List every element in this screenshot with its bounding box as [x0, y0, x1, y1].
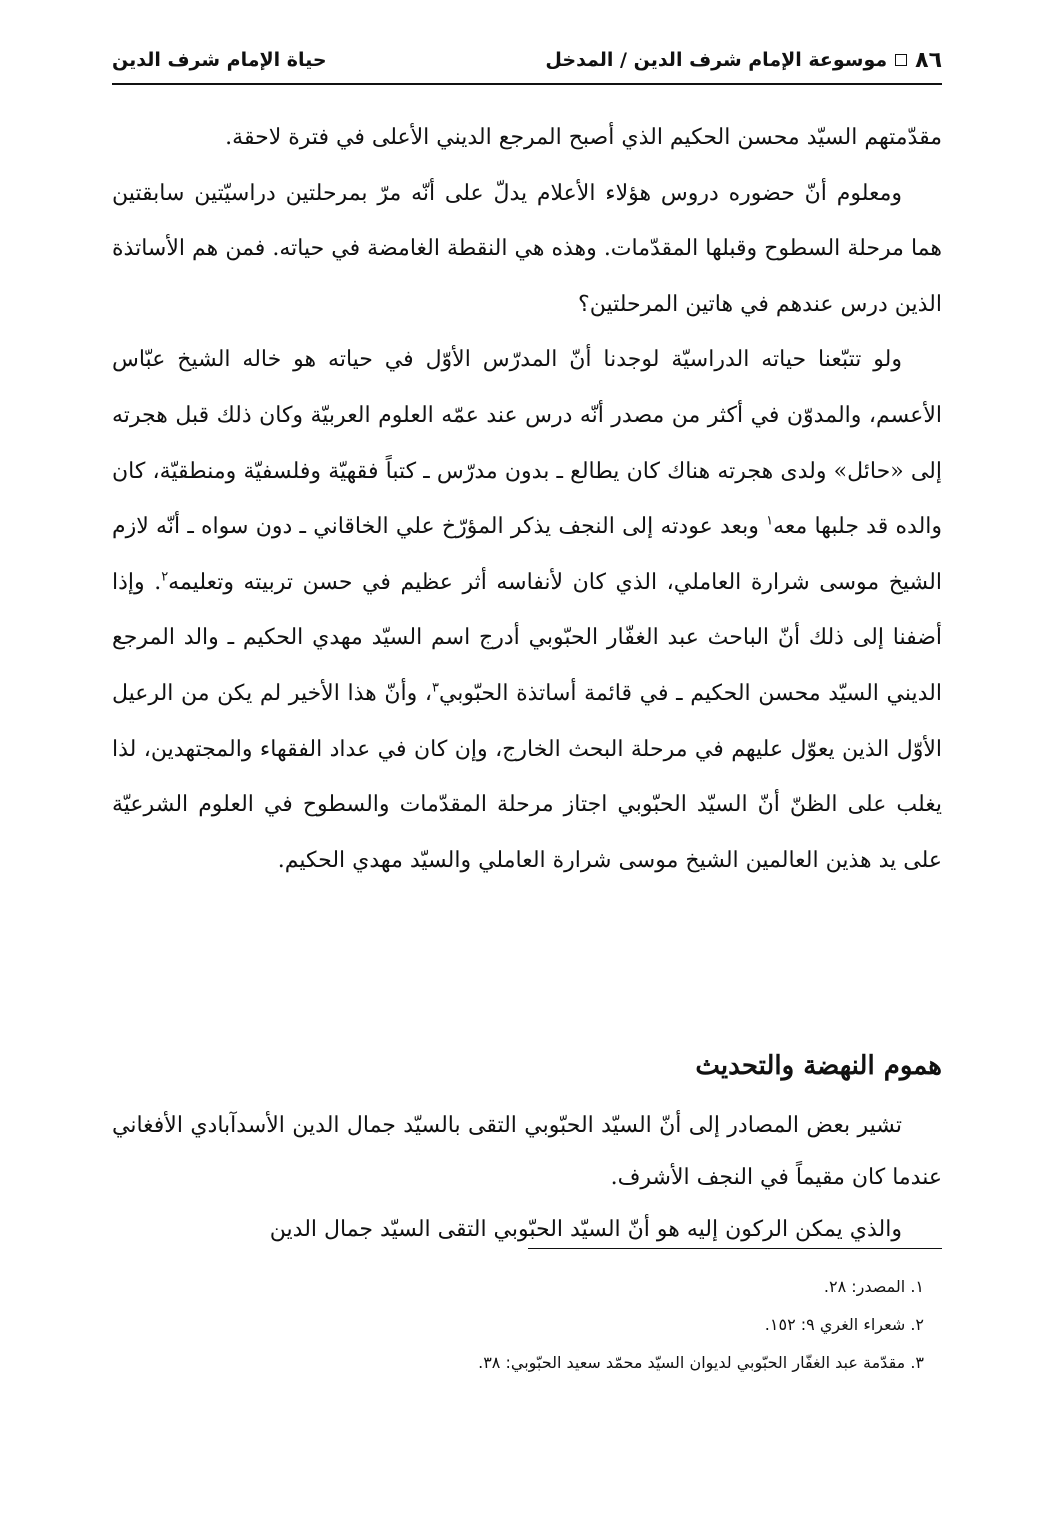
footnote-3: ٣. مقدّمة عبد الغفّار الحبّوبي لديوان السيّد محمّد سعيد الحبّوبي: ٣٨. [478, 1353, 924, 1372]
header-rule [112, 83, 942, 85]
footnote-ref-1: ١ [766, 513, 774, 529]
chapter-title: حياة الإمام شرف الدين [112, 49, 327, 71]
series-title: موسوعة الإمام شرف الدين / المدخل [545, 49, 888, 71]
footnote-1: ١. المصدر: ٢٨. [823, 1277, 924, 1296]
paragraph-3-part-1: ولو تتبّعنا حياته الدراسيّة لوجدنا أنّ المدرّس الأوّل في حياته هو خاله الشيخ عبّاس الأعسم، والمدوّن في أكثر من مصدر أنّه درس عند عمّه العلوم العربيّة وكان ذلك قبل هجرته إلى «حائل» ولدى هجرته هناك كان يطالع ـ بدون مدرّس ـ كتباً فقهيّة وفلسفيّة ومنطقيّة، كان والده قد جلبها معه [112, 347, 943, 540]
main-text [112, 110, 942, 888]
paragraph-3-part-2: وبعد عودته إلى النجف يذكر المؤرّخ علي الخاقاني ـ دون سواه ـ أنّه لازم الشيخ موسى شرارة العاملي، الذي كان لأنفاسه أثر عظيم في حسن تربيته وتعليمه [112, 514, 942, 595]
square-separator-icon [895, 54, 907, 66]
footnote-ref-3: ٣ [431, 680, 439, 696]
section-paragraph-1: تشير بعض المصادر إلى أنّ السيّد الحبّوبي التقى بالسيّد جمال الدين الأسدآبادي الأفغاني عندما كان مقيماً في النجف الأشرف. [112, 1113, 942, 1190]
footnote-2: ٢. شعراء الغري ٩: ١٥٢. [764, 1315, 924, 1334]
running-header [112, 40, 942, 80]
footnote-rule [528, 1248, 942, 1249]
section-heading: هموم النهضة والتحديث [695, 1051, 942, 1081]
paragraph-3-part-3: . وإذا أضفنا إلى ذلك أنّ الباحث عبد الغفّار الحبّوبي أدرج اسم السيّد مهدي الحكيم ـ والد المرجع الديني السيّد محسن الحكيم ـ في قائمة أساتذة الحبّوبي [112, 569, 942, 706]
paragraph-1: مقدّمتهم السيّد محسن الحكيم الذي أصبح المرجع الديني الأعلى في فترة لاحقة. [225, 125, 942, 150]
page-number: ٨٦ [915, 47, 942, 73]
paragraph-2: ومعلوم أنّ حضوره دروس هؤلاء الأعلام يدلّ على أنّه مرّ بمرحلتين دراسيّتين سابقتين هما مرحلة السطوح وقبلها المقدّمات. وهذه هي النقطة الغامضة في حياته. فمن هم الأساتذة الذين درس عندهم في هاتين المرحلتين؟ [112, 180, 942, 317]
paragraph-3 [112, 332, 942, 888]
paragraph-3-part-4: ، وأنّ هذا الأخير لم يكن من الرعيل الأوّل الذين يعوّل عليهم في مرحلة البحث الخارج، وإن كان في عداد الفقهاء والمجتهدين، لذا يغلب على الظنّ أنّ السيّد الحبّوبي اجتاز مرحلة المقدّمات والسطوح في العلوم الشرعيّة على يد هذين العالمين الشيخ موسى شرارة العاملي والسيّد مهدي الحكيم. [112, 680, 942, 873]
footnote-ref-2: ٢ [161, 569, 169, 585]
footnotes [112, 1268, 942, 1382]
header-right-group [545, 48, 942, 73]
section-paragraph-2: والذي يمكن الركون إليه هو أنّ السيّد الحبّوبي التقى السيّد جمال الدين [269, 1217, 902, 1242]
section-nahda [112, 1046, 942, 1256]
